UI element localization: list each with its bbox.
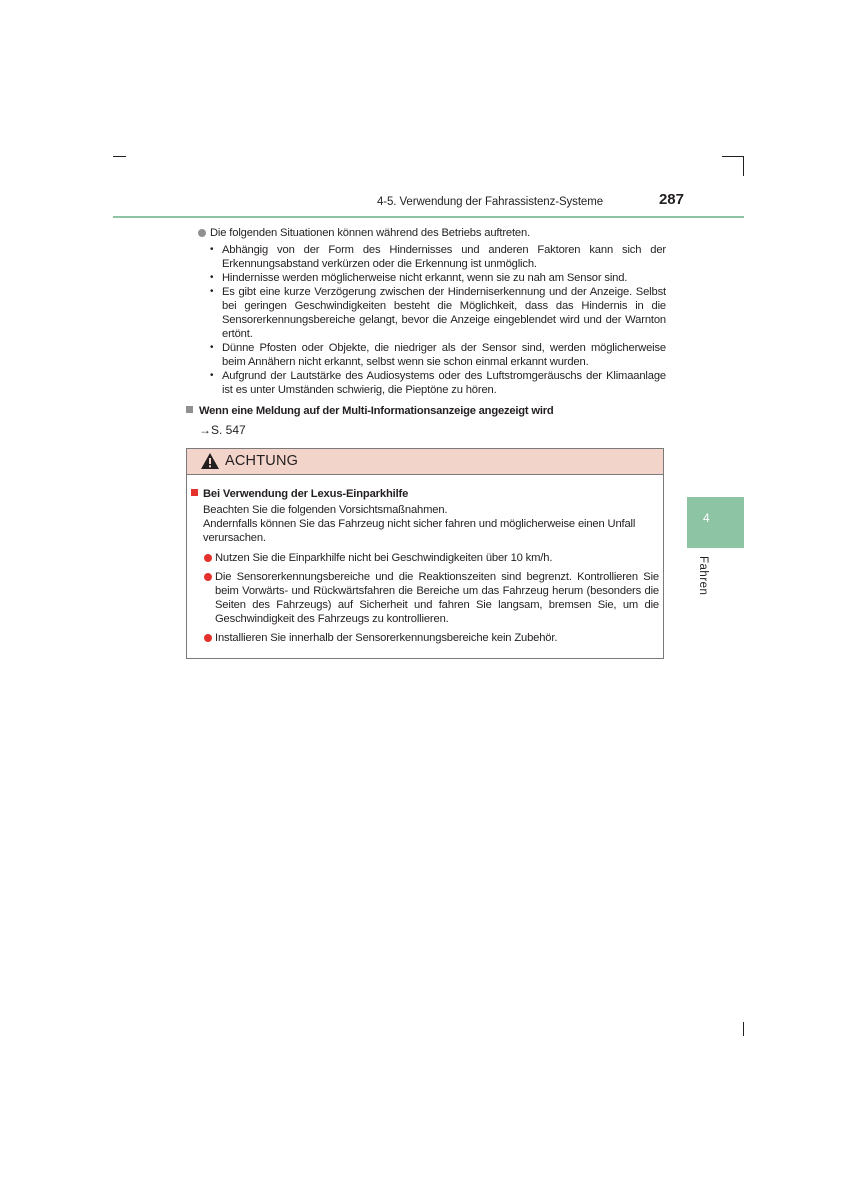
chapter-number: 4 bbox=[703, 511, 710, 525]
list-item: • Dünne Pfosten oder Objekte, die niedriger als der Sensor sind, werden möglicherweise beim Annähern nicht erkannt, selbst wenn sie schon einmal erkannt wurden. bbox=[210, 342, 666, 368]
bullet-icon: • bbox=[210, 244, 214, 255]
main-content bbox=[196, 226, 666, 397]
crop-mark-top-left bbox=[113, 156, 126, 157]
crop-mark-top-right-h bbox=[722, 156, 744, 157]
red-bullet-icon bbox=[204, 554, 212, 562]
warning-body bbox=[191, 487, 659, 650]
header-rule bbox=[113, 216, 744, 218]
bullet-icon: • bbox=[210, 342, 214, 353]
page-reference-link[interactable]: →S. 547 bbox=[199, 423, 246, 437]
page-number: 287 bbox=[658, 191, 684, 208]
warning-intro: Beachten Sie die folgenden Vorsichtsmaßnahmen. Andernfalls können Sie das Fahrzeug nicht sicher fahren und möglicherweise einen Unfall verursachen. bbox=[203, 504, 636, 544]
red-bullet-icon bbox=[204, 573, 212, 581]
list-item: • Aufgrund der Lautstärke des Audiosystems oder des Luftstromgeräuschs der Klimaanlage ist es unter Umständen schwierig, die Pieptöne zu hören. bbox=[210, 370, 666, 396]
lead-text: Die folgenden Situationen können während des Betriebs auftreten. bbox=[210, 227, 531, 239]
list-item: • Hindernisse werden möglicherweise nicht erkannt, wenn sie zu nah am Sensor sind. bbox=[210, 272, 628, 284]
chapter-label: Fahren bbox=[697, 556, 709, 596]
bullet-icon: • bbox=[210, 272, 214, 283]
warning-box bbox=[186, 448, 664, 659]
red-bullet-icon bbox=[204, 634, 212, 642]
bullet-icon: • bbox=[210, 370, 214, 381]
warning-list bbox=[191, 551, 659, 645]
section-heading: Wenn eine Meldung auf der Multi-Informationsanzeige angezeigt wird bbox=[186, 405, 554, 417]
lead-paragraph bbox=[196, 226, 666, 240]
running-header-title: 4-5. Verwendung der Fahrassistenz-Systeme bbox=[376, 196, 603, 208]
warning-header bbox=[187, 449, 663, 475]
crop-mark-top-right-v bbox=[743, 156, 744, 176]
grey-square-icon bbox=[186, 406, 193, 413]
bullet-icon: • bbox=[210, 286, 214, 297]
list-item: • Es gibt eine kurze Verzögerung zwischen der Hinderniserkennung und der Anzeige. Selbst bei geringen Geschwindigkeiten besteht die Möglichkeit, dass das Hindernis in die Sensorerkennungsbereiche gelangt, bevor die Anzeige eingeblendet wird und der Warnton ertönt. bbox=[210, 286, 666, 340]
chapter-tab[interactable] bbox=[687, 497, 744, 548]
grey-bullet-icon bbox=[198, 229, 206, 237]
warning-list-item: Die Sensorerkennungsbereiche und die Reaktionszeiten sind begrenzt. Kontrollieren Sie beim Vorwärts- und Rückwärtsfahren die Bereiche um das Fahrzeug herum (besonders die Seiten des Fahrzeugs) auf Sicherheit und fahren Sie langsam, bremsen Sie, um die Geschwindigkeit des Fahrzeugs zu kontrollieren. bbox=[191, 570, 659, 626]
warning-title: ACHTUNG bbox=[225, 453, 299, 469]
warning-triangle-icon bbox=[200, 452, 220, 475]
situation-list bbox=[196, 243, 666, 397]
warning-list-item: Nutzen Sie die Einparkhilfe nicht bei Geschwindigkeiten über 10 km/h. bbox=[191, 551, 659, 565]
warning-list-item: Installieren Sie innerhalb der Sensorerkennungsbereiche kein Zubehör. bbox=[191, 631, 659, 645]
red-square-icon bbox=[191, 489, 198, 496]
crop-mark-bottom-right bbox=[743, 1022, 744, 1036]
list-item: • Abhängig von der Form des Hindernisses und anderen Faktoren kann sich der Erkennungsabstand verkürzen oder die Erkennung ist unmöglich. bbox=[210, 244, 666, 270]
warning-subtitle: Bei Verwendung der Lexus-Einparkhilfe bbox=[191, 487, 659, 501]
